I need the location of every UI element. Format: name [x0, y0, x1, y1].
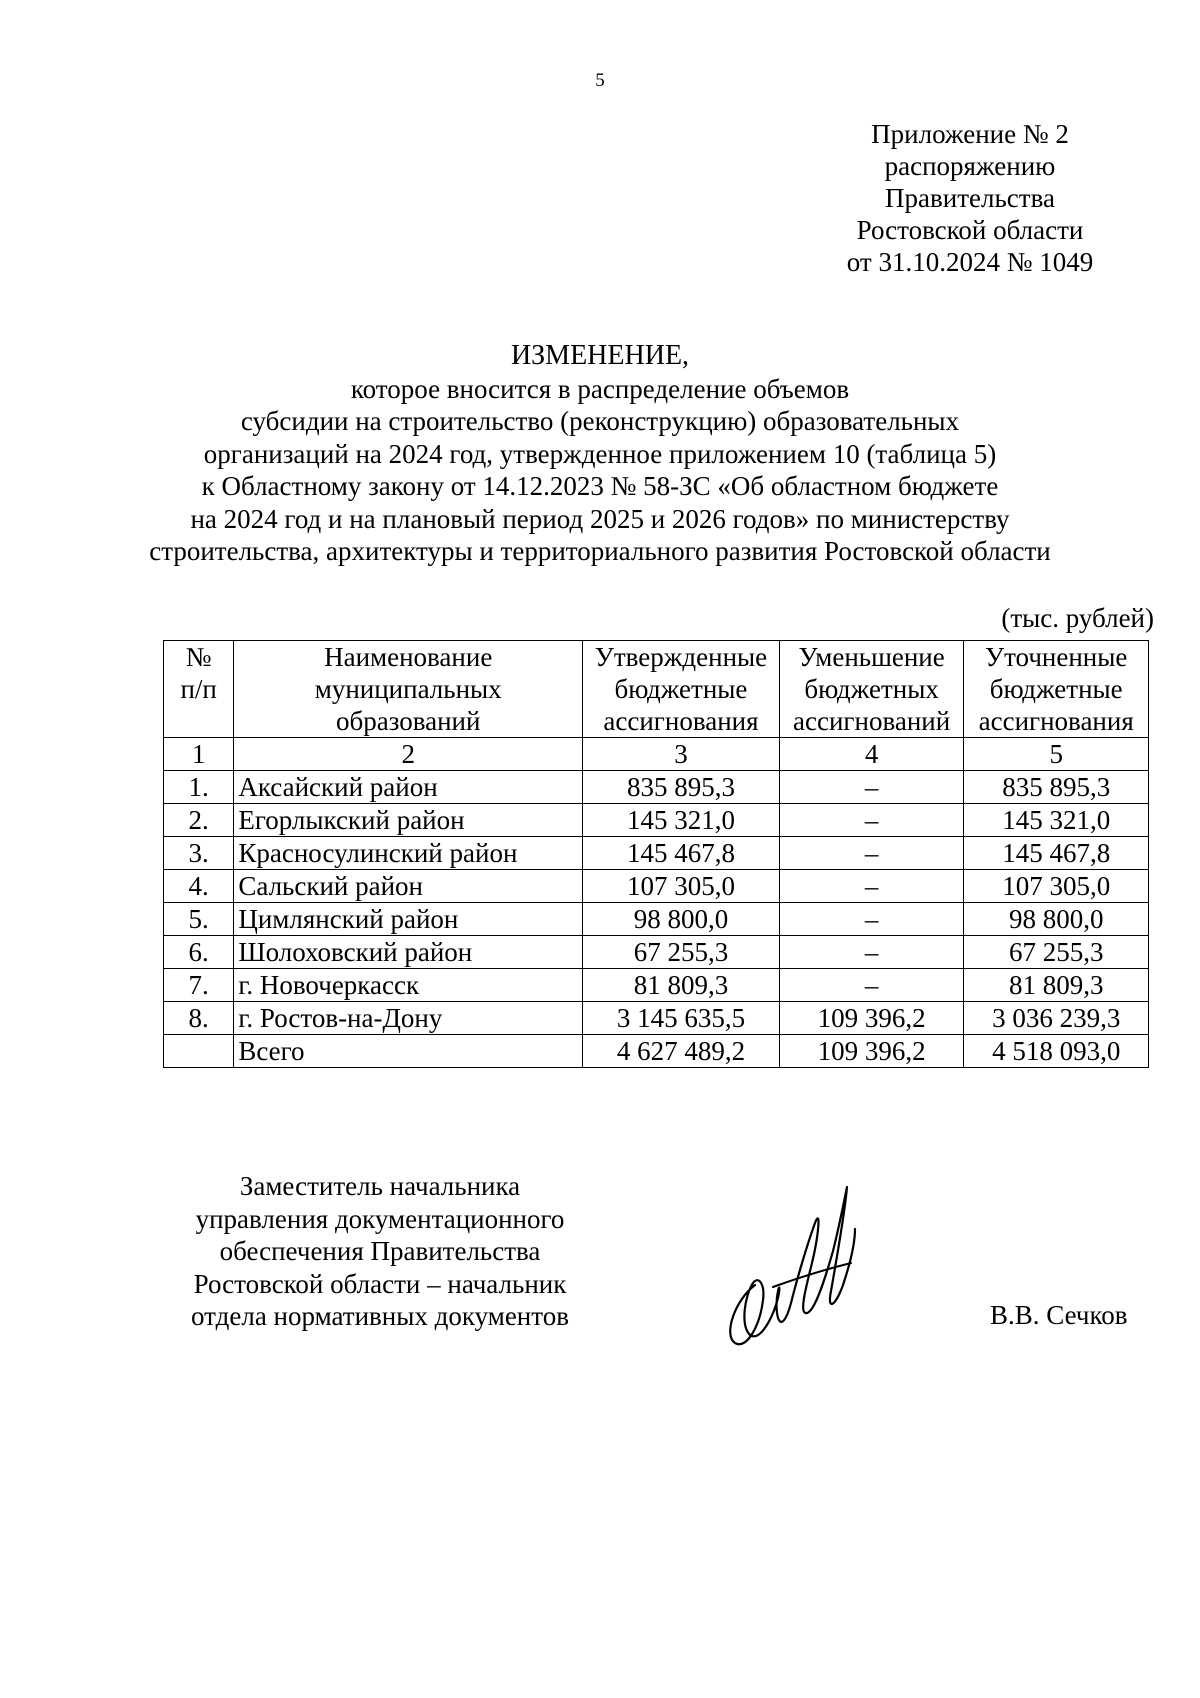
signer-line: управления документационного — [195, 1203, 565, 1234]
row-approved: 67 255,3 — [583, 936, 780, 969]
table-header-row — [164, 641, 1149, 738]
signer-line: Заместитель начальника — [239, 1171, 521, 1201]
row-decrease: – — [779, 837, 964, 870]
appendix-block — [820, 118, 1120, 278]
header-decrease: Уменьшение бюджетных ассигнований — [779, 641, 964, 738]
row-approved: 107 305,0 — [583, 870, 780, 903]
document-title — [100, 340, 1100, 568]
total-approved: 4 627 489,2 — [583, 1035, 780, 1068]
signer-name: В.В. Сечков — [990, 1300, 1128, 1330]
title-line: строительства, архитектуры и территориального развития Ростовской области — [149, 536, 1051, 566]
table-row — [164, 1002, 1149, 1035]
row-approved: 145 321,0 — [583, 804, 780, 837]
row-decrease: – — [779, 903, 964, 936]
table-row — [164, 804, 1149, 837]
row-name: Егорлыкский район — [234, 804, 583, 837]
row-name: Красносулинский район — [234, 837, 583, 870]
row-decrease: – — [779, 969, 964, 1002]
row-adjusted: 3 036 239,3 — [964, 1002, 1149, 1035]
table-row — [164, 936, 1149, 969]
row-decrease: 109 396,2 — [779, 1002, 964, 1035]
appendix-line: от 31.10.2024 № 1049 — [846, 247, 1094, 277]
total-adjusted: 4 518 093,0 — [964, 1035, 1149, 1068]
appendix-line: Правительства — [885, 183, 1055, 213]
row-approved: 81 809,3 — [583, 969, 780, 1002]
header-adjusted: Уточненные бюджетные ассигнования — [964, 641, 1149, 738]
row-decrease: – — [779, 771, 964, 804]
column-number: 1 — [164, 738, 234, 771]
handwritten-signature — [715, 1175, 865, 1355]
budget-table — [163, 640, 1149, 1068]
signer-line: обеспечения Правительства — [219, 1236, 541, 1266]
header-name: Наименование муниципальных образований — [234, 641, 583, 738]
title-line: к Областному закону от 14.12.2023 № 58-ЗС «Об областном бюджете — [201, 471, 999, 501]
page-number: 5 — [595, 70, 605, 91]
row-decrease: – — [779, 936, 964, 969]
row-adjusted: 98 800,0 — [964, 903, 1149, 936]
row-approved: 145 467,8 — [583, 837, 780, 870]
total-label: Всего — [234, 1035, 583, 1068]
column-number: 5 — [964, 738, 1149, 771]
row-index: 3. — [164, 837, 234, 870]
row-approved: 3 145 635,5 — [583, 1002, 780, 1035]
row-adjusted: 81 809,3 — [964, 969, 1149, 1002]
row-decrease: – — [779, 870, 964, 903]
row-decrease: – — [779, 804, 964, 837]
total-index — [164, 1035, 234, 1068]
appendix-line: Ростовской области — [856, 215, 1084, 245]
units-label: (тыс. рублей) — [1001, 603, 1154, 633]
row-index: 7. — [164, 969, 234, 1002]
row-adjusted: 67 255,3 — [964, 936, 1149, 969]
row-index: 4. — [164, 870, 234, 903]
column-number: 2 — [234, 738, 583, 771]
appendix-line: Приложение № 2 — [871, 119, 1069, 149]
row-index: 6. — [164, 936, 234, 969]
row-index: 8. — [164, 1002, 234, 1035]
header-approved: Утвержденные бюджетные ассигнования — [583, 641, 780, 738]
signer-line: отдела нормативных документов — [191, 1301, 569, 1331]
appendix-line: распоряжению — [884, 151, 1056, 181]
row-name: г. Новочеркасск — [234, 969, 583, 1002]
table-row — [164, 969, 1149, 1002]
title-line: на 2024 год и на плановый период 2025 и 2026 годов» по министерству — [190, 503, 1010, 534]
row-adjusted: 145 467,8 — [964, 837, 1149, 870]
signer-line: Ростовской области – начальник — [193, 1268, 567, 1299]
column-number: 4 — [779, 738, 964, 771]
title-line: организаций на 2024 год, утвержденное приложением 10 (таблица 5) — [203, 438, 997, 469]
row-name: Сальский район — [234, 870, 583, 903]
row-name: Аксайский район — [234, 771, 583, 804]
row-adjusted: 107 305,0 — [964, 870, 1149, 903]
row-name: г. Ростов-на-Дону — [234, 1002, 583, 1035]
row-adjusted: 835 895,3 — [964, 771, 1149, 804]
row-approved: 98 800,0 — [583, 903, 780, 936]
row-index: 2. — [164, 804, 234, 837]
table-row — [164, 903, 1149, 936]
column-number: 3 — [583, 738, 780, 771]
title-heading: ИЗМЕНЕНИЕ, — [510, 340, 690, 371]
header-index: № п/п — [164, 641, 234, 738]
row-adjusted: 145 321,0 — [964, 804, 1149, 837]
row-index: 1. — [164, 771, 234, 804]
table-row — [164, 771, 1149, 804]
table-row — [164, 837, 1149, 870]
column-number-row — [164, 738, 1149, 771]
row-approved: 835 895,3 — [583, 771, 780, 804]
signer-position — [150, 1170, 610, 1333]
total-decrease: 109 396,2 — [779, 1035, 964, 1068]
row-name: Цимлянский район — [234, 903, 583, 936]
table-row — [164, 870, 1149, 903]
row-name: Шолоховский район — [234, 936, 583, 969]
total-row — [164, 1035, 1149, 1068]
title-line: субсидии на строительство (реконструкцию) образовательных — [240, 406, 960, 436]
title-line: которое вносится в распределение объемов — [350, 373, 850, 404]
row-index: 5. — [164, 903, 234, 936]
